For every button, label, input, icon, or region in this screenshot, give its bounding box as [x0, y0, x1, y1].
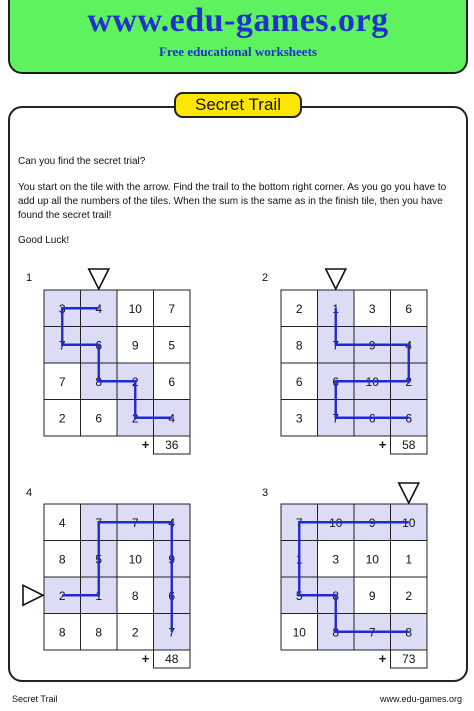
cell-number: 9: [368, 338, 376, 353]
cell-number: 2: [131, 374, 139, 389]
puzzle-number: 4: [26, 487, 33, 499]
cell-number: 3: [368, 301, 376, 316]
footer-title: Secret Trail: [12, 694, 58, 704]
cell-number: 1: [95, 588, 103, 603]
cell-number: 4: [58, 515, 66, 530]
cell-number: 6: [405, 301, 413, 316]
sum-value: 58: [402, 438, 416, 452]
cell-number: 6: [95, 411, 103, 426]
cell-number: 9: [368, 588, 376, 603]
cell-number: 7: [58, 338, 66, 353]
site-tagline: Free educational worksheets: [159, 44, 317, 59]
cell-number: 7: [95, 515, 103, 530]
cell-number: 3: [295, 411, 303, 426]
cell-number: 2: [295, 301, 303, 316]
cell-number: 10: [128, 552, 142, 567]
cell-number: 7: [131, 515, 139, 530]
cell-number: 10: [128, 301, 142, 316]
cell-number: 6: [368, 411, 376, 426]
cell-number: 7: [58, 374, 66, 389]
footer-url: www.edu-games.org: [379, 694, 462, 704]
cell-number: 2: [405, 374, 413, 389]
cell-number: 1: [405, 552, 413, 567]
plus-sign: +: [141, 651, 150, 666]
cell-number: 6: [168, 588, 176, 603]
puzzle-number: 1: [26, 272, 33, 284]
cell-number: 2: [58, 411, 66, 426]
cell-number: 7: [332, 338, 340, 353]
cell-number: 1: [295, 552, 303, 567]
cell-number: 8: [295, 338, 303, 353]
puzzle-grid: [281, 504, 427, 674]
cell-number: 8: [58, 552, 66, 567]
puzzle-number: 3: [262, 487, 269, 499]
puzzle-number: 2: [262, 272, 269, 284]
cell-number: 5: [168, 338, 176, 353]
sum-value: 73: [402, 652, 416, 666]
cell-number: 8: [95, 374, 103, 389]
cell-number: 6: [95, 338, 103, 353]
cell-number: 7: [368, 625, 376, 640]
cell-number: 2: [405, 588, 413, 603]
cell-number: 7: [332, 411, 340, 426]
cell-number: 8: [332, 588, 340, 603]
cell-number: 7: [295, 515, 303, 530]
worksheet-title: Secret Trail: [174, 92, 302, 118]
cell-number: 1: [332, 301, 340, 316]
plus-sign: +: [378, 437, 387, 452]
cell-number: 9: [168, 552, 176, 567]
cell-number: 4: [168, 411, 176, 426]
plus-sign: +: [141, 437, 150, 452]
sum-value: 48: [165, 652, 179, 666]
cell-number: 4: [168, 515, 176, 530]
cell-number: 6: [405, 411, 413, 426]
puzzle-grid: [44, 504, 190, 674]
plus-sign: +: [378, 651, 387, 666]
site-url: www.edu-games.org: [87, 2, 389, 39]
intro-closing: Good Luck!: [18, 235, 70, 246]
cell-number: 6: [168, 374, 176, 389]
cell-number: 4: [405, 338, 413, 353]
cell-number: 10: [365, 374, 379, 389]
puzzle-grid: [44, 290, 190, 460]
cell-number: 2: [131, 411, 139, 426]
cell-number: 4: [95, 301, 103, 316]
cell-number: 6: [295, 374, 303, 389]
cell-number: 6: [332, 374, 340, 389]
cell-number: 2: [131, 625, 139, 640]
cell-number: 7: [168, 625, 176, 640]
sum-value: 36: [165, 438, 179, 452]
cell-number: 8: [95, 625, 103, 640]
cell-number: 10: [365, 552, 379, 567]
cell-number: 10: [329, 515, 343, 530]
intro-instructions: You start on the tile with the arrow. Find the trail to the bottom right corner. As you go you have to add up all the numbers of the tiles. When the sum is the same as in the finish tile, then you have found the secret trail!: [18, 182, 447, 221]
cell-number: 9: [131, 338, 139, 353]
cell-number: 8: [58, 625, 66, 640]
cell-number: 8: [131, 588, 139, 603]
cell-number: 3: [332, 552, 340, 567]
puzzle-grid: [281, 290, 427, 460]
site-banner: [8, 0, 468, 74]
cell-number: 5: [95, 552, 103, 567]
cell-number: 9: [368, 515, 376, 530]
cell-number: 8: [405, 625, 413, 640]
cell-number: 2: [58, 588, 66, 603]
cell-number: 10: [292, 625, 306, 640]
cell-number: 5: [295, 588, 303, 603]
intro-question: Can you find the secret trial?: [18, 156, 146, 167]
cell-number: 10: [402, 515, 416, 530]
cell-number: 8: [332, 625, 340, 640]
cell-number: 7: [168, 301, 176, 316]
cell-number: 3: [58, 301, 66, 316]
